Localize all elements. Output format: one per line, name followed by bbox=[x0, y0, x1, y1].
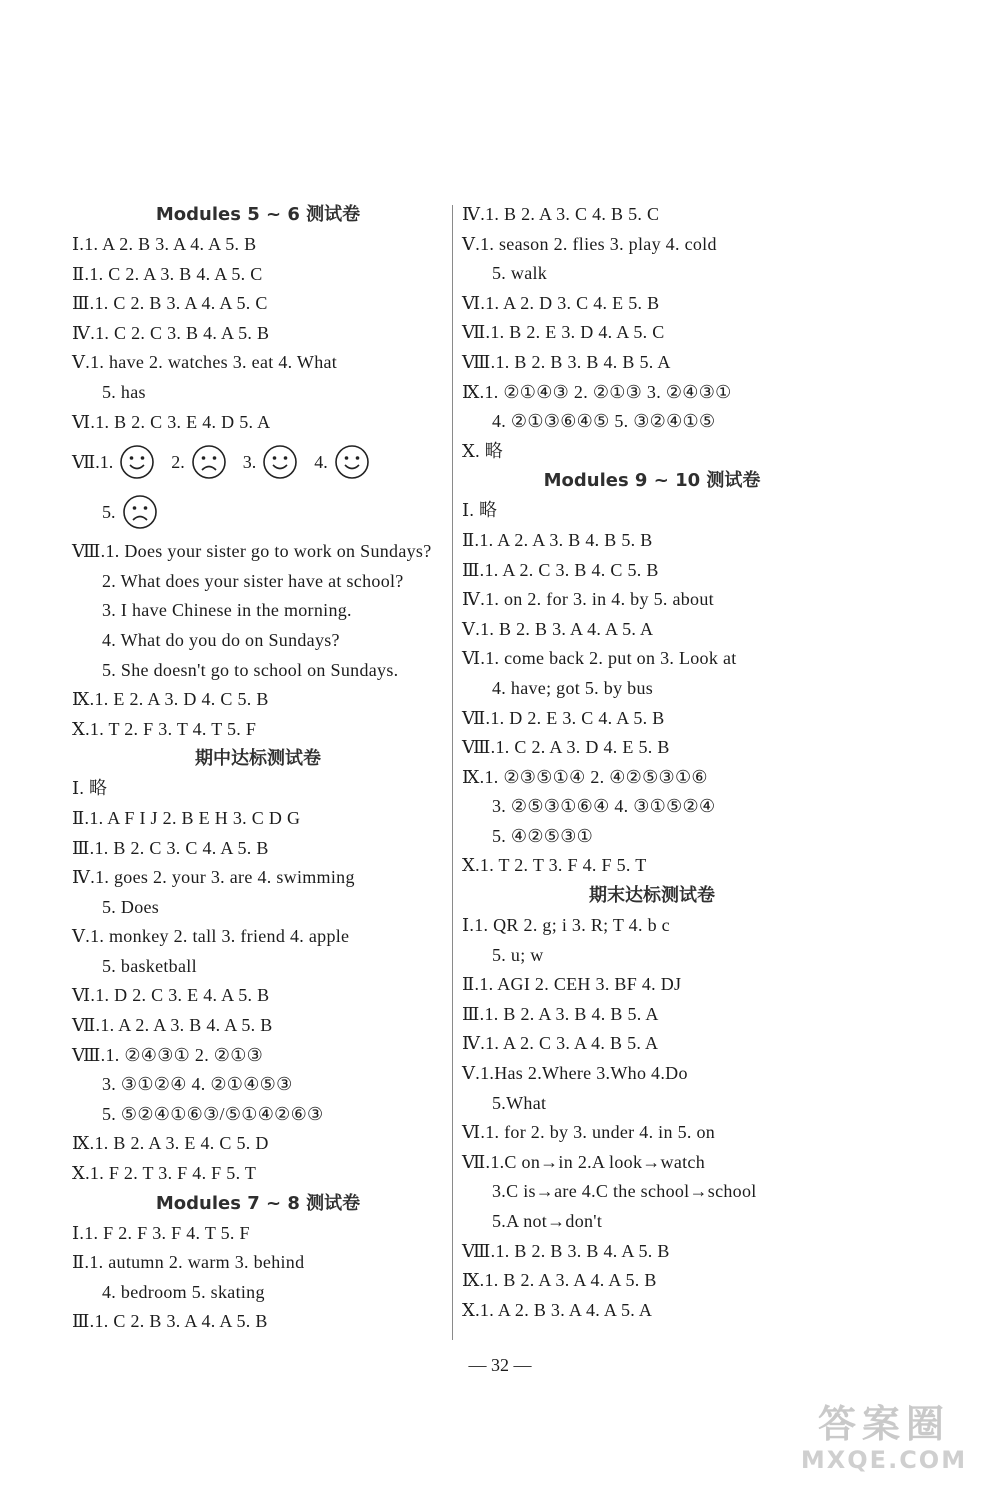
answer-line: Ⅲ.1. C 2. B 3. A 4. A 5. C bbox=[72, 293, 268, 314]
answer-line: Ⅳ.1. on 2. for 3. in 4. by 5. about bbox=[462, 589, 714, 610]
answer-line: Ⅴ.1. B 2. B 3. A 4. A 5. A bbox=[462, 618, 654, 639]
answer-line: Ⅹ.1. A 2. B 3. A 4. A 5. A bbox=[462, 1299, 653, 1320]
answer-line: 5. basketball bbox=[102, 955, 197, 976]
face-answer bbox=[243, 444, 299, 480]
answer-line: 4. What do you do on Sundays? bbox=[102, 629, 340, 650]
answer-line: Ⅲ.1. C 2. B 3. A 4. A 5. B bbox=[72, 1311, 268, 1332]
answer-line: Ⅵ.1. A 2. D 3. C 4. E 5. B bbox=[462, 292, 660, 313]
watermark-bottom-text: MXQE.COM bbox=[800, 1446, 968, 1474]
smiley-face-icon bbox=[262, 444, 298, 480]
answer-line: Ⅵ.1. come back 2. put on 3. Look at bbox=[462, 648, 737, 669]
answer-line: Ⅰ. 略 bbox=[462, 500, 498, 521]
face-answer-label: 5. bbox=[102, 501, 116, 522]
answer-line: Ⅴ.1.Has 2.Where 3.Who 4.Do bbox=[462, 1063, 688, 1084]
face-answer bbox=[102, 494, 158, 530]
face-answer-label: Ⅶ.1. bbox=[72, 451, 114, 472]
left-column bbox=[72, 200, 444, 1337]
sad-face-icon bbox=[191, 444, 227, 480]
face-answer-label: 4. bbox=[314, 451, 328, 472]
answer-line: 5. Does bbox=[102, 896, 160, 917]
answer-line: Ⅷ.1. B 2. B 3. B 4. B 5. A bbox=[462, 351, 671, 372]
answer-line: 5. ④②⑤③① bbox=[492, 825, 594, 846]
answer-line: Ⅵ.1. B 2. C 3. E 4. D 5. A bbox=[72, 411, 271, 432]
answer-line: Ⅰ. 略 bbox=[72, 778, 108, 799]
answer-line: 4. have; got 5. by bus bbox=[492, 677, 654, 698]
face-answer-row bbox=[72, 487, 444, 537]
answer-line: Ⅰ.1. A 2. B 3. A 4. A 5. B bbox=[72, 234, 257, 254]
answer-line: Ⅳ.1. B 2. A 3. C 4. B 5. C bbox=[462, 204, 660, 224]
answer-line: Ⅷ.1. ②④③① 2. ②①③ bbox=[72, 1044, 264, 1065]
answer-line: Ⅶ.1.C on→in 2.A look→watch bbox=[462, 1151, 706, 1172]
answer-line: Ⅳ.1. A 2. C 3. A 4. B 5. A bbox=[462, 1033, 659, 1054]
answer-line: Ⅸ.1. ②①④③ 2. ②①③ 3. ②④③① bbox=[462, 381, 732, 402]
section-heading: Modules 7 ~ 8 测试卷 bbox=[155, 1192, 361, 1214]
smiley-face-icon bbox=[119, 444, 155, 480]
section-heading: Modules 5 ~ 6 测试卷 bbox=[155, 204, 361, 225]
answer-line: Ⅷ.1. B 2. B 3. B 4. A 5. B bbox=[462, 1240, 670, 1261]
face-answer bbox=[314, 444, 370, 480]
answer-line: Ⅱ.1. autumn 2. warm 3. behind bbox=[72, 1252, 305, 1273]
answer-line: 3. I have Chinese in the morning. bbox=[102, 600, 352, 621]
answer-line: Ⅳ.1. C 2. C 3. B 4. A 5. B bbox=[72, 322, 270, 343]
face-answer bbox=[72, 444, 155, 480]
answer-line: Ⅰ.1. F 2. F 3. F 4. T 5. F bbox=[72, 1222, 250, 1243]
answer-line: Ⅹ. 略 bbox=[462, 440, 504, 461]
answer-line: Ⅶ.1. D 2. E 3. C 4. A 5. B bbox=[462, 707, 665, 728]
section-heading: 期末达标测试卷 bbox=[589, 885, 715, 907]
section-heading: Modules 9 ~ 10 测试卷 bbox=[543, 470, 761, 492]
answer-line: Ⅷ.1. C 2. A 3. D 4. E 5. B bbox=[462, 737, 670, 758]
answer-line: Ⅶ.1. A 2. A 3. B 4. A 5. B bbox=[72, 1015, 273, 1036]
answer-line: Ⅰ.1. QR 2. g; i 3. R; T 4. b c bbox=[462, 915, 670, 936]
answer-line: 5.A not→don't bbox=[492, 1211, 603, 1231]
answer-line: 5. She doesn't go to school on Sundays. bbox=[102, 659, 399, 680]
answer-line: Ⅹ.1. F 2. T 3. F 4. F 5. T bbox=[72, 1163, 257, 1184]
answer-line: Ⅳ.1. goes 2. your 3. are 4. swimming bbox=[72, 867, 355, 888]
answer-line: Ⅲ.1. B 2. A 3. B 4. B 5. A bbox=[462, 1003, 659, 1024]
answer-line: Ⅲ.1. A 2. C 3. B 4. C 5. B bbox=[462, 559, 659, 580]
answer-line: Ⅵ.1. for 2. by 3. under 4. in 5. on bbox=[462, 1122, 716, 1143]
answer-line: Ⅸ.1. B 2. A 3. E 4. C 5. D bbox=[72, 1133, 269, 1154]
answer-line: 3.C is→are 4.C the school→school bbox=[492, 1181, 757, 1202]
answer-line: Ⅸ.1. ②③⑤①④ 2. ④②⑤③①⑥ bbox=[462, 766, 708, 787]
answer-line: Ⅷ.1. Does your sister go to work on Sundays? bbox=[72, 541, 432, 562]
section-heading: 期中达标测试卷 bbox=[195, 748, 321, 770]
sad-face-icon bbox=[122, 494, 158, 530]
face-answer-row bbox=[72, 437, 444, 487]
face-answer bbox=[171, 444, 227, 480]
answer-line: Ⅹ.1. T 2. F 3. T 4. T 5. F bbox=[72, 718, 257, 739]
answer-line: Ⅱ.1. C 2. A 3. B 4. A 5. C bbox=[72, 263, 263, 284]
answer-line: Ⅶ.1. B 2. E 3. D 4. A 5. C bbox=[462, 322, 665, 343]
smiley-face-icon bbox=[334, 444, 370, 480]
answer-line: Ⅱ.1. A 2. A 3. B 4. B 5. B bbox=[462, 529, 653, 550]
answer-line: Ⅴ.1. season 2. flies 3. play 4. cold bbox=[462, 233, 717, 254]
answer-line: Ⅴ.1. monkey 2. tall 3. friend 4. apple bbox=[72, 926, 350, 947]
answer-line: 3. ②⑤③①⑥④ 4. ③①⑤②④ bbox=[492, 796, 716, 817]
answer-line: Ⅵ.1. D 2. C 3. E 4. A 5. B bbox=[72, 985, 270, 1006]
answer-line: Ⅹ.1. T 2. T 3. F 4. F 5. T bbox=[462, 855, 647, 876]
answer-line: 5. u; w bbox=[492, 944, 544, 965]
face-answer-label: 3. bbox=[242, 451, 257, 472]
answer-line: Ⅲ.1. B 2. C 3. C 4. A 5. B bbox=[72, 837, 269, 858]
answer-line: 4. bedroom 5. skating bbox=[102, 1281, 265, 1302]
answer-line: 5.What bbox=[492, 1092, 547, 1113]
column-divider bbox=[452, 205, 453, 1340]
answer-line: 4. ②①③⑥④⑤ 5. ③②④①⑤ bbox=[492, 411, 716, 432]
face-answer-label: 2. bbox=[171, 451, 185, 472]
watermark-top-text: 答案圈 bbox=[817, 1402, 950, 1446]
answer-line: Ⅱ.1. A F I J 2. B E H 3. C D G bbox=[72, 807, 301, 828]
answer-line: Ⅴ.1. have 2. watches 3. eat 4. What bbox=[72, 352, 338, 373]
answer-line: 5. ⑤②④①⑥③/⑤①④②⑥③ bbox=[102, 1103, 324, 1124]
answer-line: 2. What does your sister have at school? bbox=[102, 570, 404, 591]
answer-line: 3. ③①②④ 4. ②①④⑤③ bbox=[102, 1074, 293, 1095]
answer-line: Ⅱ.1. AGI 2. CEH 3. BF 4. DJ bbox=[462, 974, 682, 995]
answer-line: 5. has bbox=[102, 381, 146, 402]
page-number: — 32 — bbox=[468, 1355, 532, 1375]
answer-line: Ⅸ.1. E 2. A 3. D 4. C 5. B bbox=[72, 689, 269, 710]
answer-line: Ⅸ.1. B 2. A 3. A 4. A 5. B bbox=[462, 1270, 657, 1291]
watermark-logo bbox=[784, 1402, 984, 1474]
answer-line: 5. walk bbox=[492, 263, 548, 284]
right-column bbox=[462, 200, 842, 1325]
